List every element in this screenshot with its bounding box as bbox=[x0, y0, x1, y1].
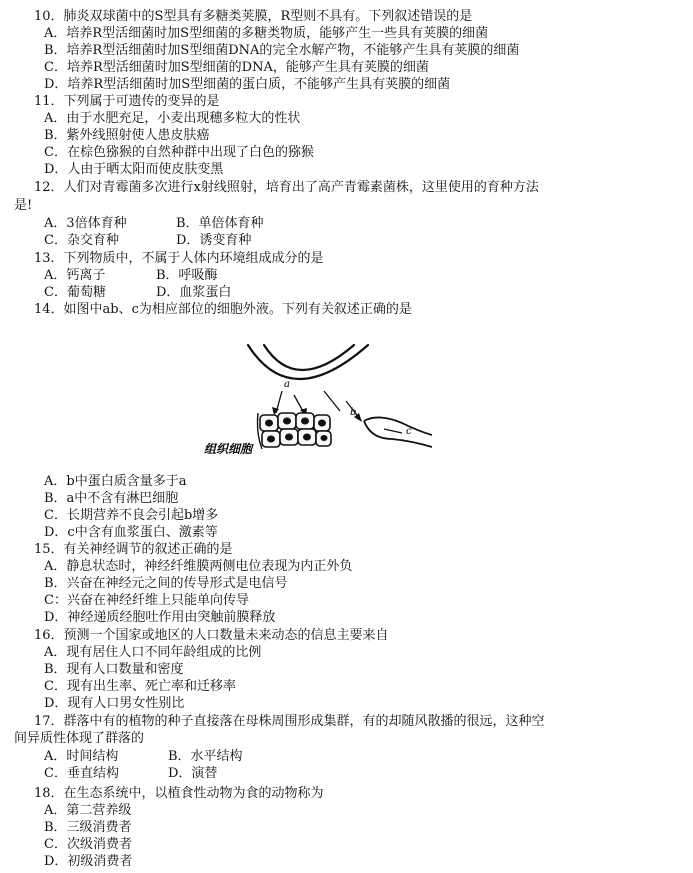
tissue-fluid-diagram bbox=[196, 343, 436, 468]
q16-option-b: B．现有人口数量和密度 bbox=[44, 662, 184, 677]
q18-option-b: B．三级消费者 bbox=[44, 820, 132, 835]
q11-option-b: B．紫外线照射使人患皮肤癌 bbox=[44, 128, 210, 143]
q17-option-a: A．时间结构 bbox=[44, 749, 119, 764]
q10-option-d: D．培养R型活细菌时加S型细菌的蛋白质，不能够产生具有荚膜的细菌 bbox=[44, 77, 451, 92]
q16-option-a: A．现有居住人口不同年龄组成的比例 bbox=[44, 645, 262, 660]
q16-stem: 16．预测一个国家或地区的人口数量未来动态的信息主要来自 bbox=[34, 628, 389, 643]
q13-option-a: A．钙离子 bbox=[44, 268, 106, 283]
q17-option-d: D．演替 bbox=[168, 766, 218, 781]
fig-label-c: c bbox=[406, 426, 412, 437]
fig-label-a: a bbox=[284, 379, 290, 390]
q18-option-d: D．初级消费者 bbox=[44, 854, 133, 869]
q12-stem: 12．人们对青霉菌多次进行x射线照射，培育出了高产青霉素菌株，这里使用的育种方法 bbox=[34, 180, 539, 195]
q17-stem-continued: 间异质性体现了群落的 bbox=[14, 731, 145, 746]
q16-option-c: C．现有出生率、死亡率和迁移率 bbox=[44, 679, 236, 694]
q14-option-c: C．长期营养不良会引起b增多 bbox=[44, 508, 219, 523]
q11-option-a: A．由于水肥充足，小麦出现穗多粒大的性状 bbox=[44, 111, 301, 126]
q13-option-b: B．呼吸酶 bbox=[156, 268, 218, 283]
q11-option-d: D．人由于晒太阳而使皮肤变黑 bbox=[44, 162, 224, 177]
fig-caption: 组织细胞 bbox=[204, 442, 253, 456]
q11-stem: 11．下列属于可遗传的变异的是 bbox=[34, 94, 220, 109]
q10-stem: 10．肺炎双球菌中的S型具有多糖类荚膜，R型则不具有。下列叙述错误的是 bbox=[34, 9, 473, 24]
q12-option-a: A．3倍体育种 bbox=[44, 216, 127, 231]
q18-option-a: A．第二营养级 bbox=[44, 803, 132, 818]
q10-option-b: B．培养R型活细菌时加S型细菌DNA的完全水解产物，不能够产生具有荚膜的细菌 bbox=[44, 43, 520, 58]
q10-option-c: C．培养R型活细菌时加S型细菌的DNA，能够产生具有荚膜的细菌 bbox=[44, 60, 429, 75]
q15-option-c: C：兴奋在神经纤维上只能单向传导 bbox=[44, 593, 249, 608]
q14-option-b: B．a中不含有淋巴细胞 bbox=[44, 491, 179, 506]
q10-option-a: A．培养R型活细菌时加S型细菌的多糖类物质，能够产生一些具有荚膜的细菌 bbox=[44, 26, 489, 41]
fig-label-b: b bbox=[350, 407, 357, 418]
q15-stem: 15．有关神经调节的叙述正确的是 bbox=[34, 542, 233, 557]
q11-option-c: C．在棕色猕猴的自然种群中出现了白色的猕猴 bbox=[44, 145, 314, 160]
q18-stem: 18．在生态系统中，以植食性动物为食的动物称为 bbox=[34, 786, 324, 801]
q14-stem: 14．如图中ab、c为相应部位的细胞外液。下列有关叙述正确的是 bbox=[34, 302, 412, 317]
q13-option-c: C．葡萄糖 bbox=[44, 285, 106, 300]
q14-option-d: D．c中含有血浆蛋白、激素等 bbox=[44, 525, 218, 540]
q12-option-b: B．单倍体育种 bbox=[176, 216, 264, 231]
q18-option-c: C．次级消费者 bbox=[44, 837, 132, 852]
q13-option-d: D．血浆蛋白 bbox=[156, 285, 232, 300]
q13-stem: 13．下列物质中，不属于人体内环境组成成分的是 bbox=[34, 251, 324, 266]
q17-option-b: B．水平结构 bbox=[168, 749, 243, 764]
q12-stem-continued: 是! bbox=[14, 198, 33, 213]
q15-option-b: B．兴奋在神经元之间的传导形式是电信号 bbox=[44, 576, 288, 591]
q15-option-a: A．静息状态时，神经纤维膜两侧电位表现为内正外负 bbox=[44, 559, 353, 574]
q16-option-d: D．现有人口男女性别比 bbox=[44, 696, 185, 711]
q14-option-a: A．b中蛋白质含量多于a bbox=[44, 474, 187, 489]
q17-stem: 17．群落中有的植物的种子直接落在母株周围形成集群，有的却随风散播的很远，这种空 bbox=[34, 714, 545, 729]
q12-option-d: D．诱变育种 bbox=[176, 233, 252, 248]
q17-option-c: C．垂直结构 bbox=[44, 766, 119, 781]
q15-option-d: D．神经递质经胞吐作用由突触前膜释放 bbox=[44, 610, 276, 625]
q12-option-c: C．杂交育种 bbox=[44, 233, 119, 248]
